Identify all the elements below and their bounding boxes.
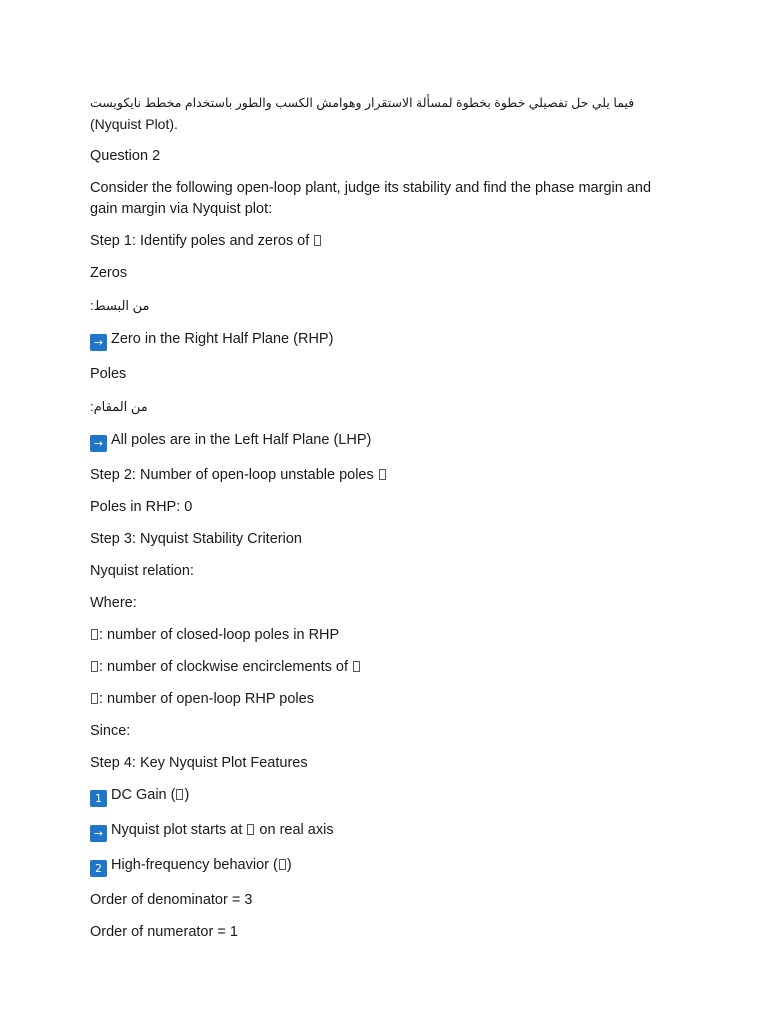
intro-english: (Nyquist Plot).: [90, 116, 178, 132]
since-label: Since:: [90, 723, 131, 739]
dc-gain: [90, 785, 668, 807]
nyquist-start-text-b: on real axis: [255, 822, 334, 838]
missing-glyph-icon: [247, 824, 254, 835]
missing-glyph-icon: [176, 789, 183, 800]
step2-title-text: Step 2: Number of open-loop unstable poles: [90, 467, 374, 483]
definition-text: : number of open-loop RHP poles: [99, 691, 314, 707]
zeros-heading: Zeros: [90, 265, 128, 281]
keycap-two-icon: 2: [90, 860, 107, 877]
missing-glyph-icon: [91, 629, 98, 640]
intro-arabic: فيما يلي حل تفصيلي خطوة بخطوة لمسألة الاستقرار وهوامش الكسب والطور باستخدام مخطط نايكويست: [90, 96, 635, 110]
zeros-arabic: من البسط:: [90, 298, 150, 313]
step2-title: [90, 465, 668, 486]
nyquist-start-text-a: Nyquist plot starts at: [111, 822, 247, 838]
poles-heading: Poles: [90, 366, 127, 382]
question-text: Consider the following open-loop plant, judge its stability and find the phase margin and gain margin via Nyquist plot:: [90, 180, 652, 217]
high-frequency-label: High-frequency behavior (: [111, 857, 278, 873]
definition-text: : number of clockwise encirclements of: [99, 659, 353, 675]
missing-glyph-icon: [314, 235, 321, 246]
arrow-right-icon: →: [90, 825, 107, 842]
where-label: Where:: [90, 595, 137, 611]
definition-n: [90, 657, 668, 678]
dc-gain-close: ): [184, 787, 190, 803]
step4-title: Step 4: Key Nyquist Plot Features: [90, 755, 308, 771]
step2-result: Poles in RHP: 0: [90, 499, 193, 515]
step1-title: [90, 231, 668, 252]
poles-arabic: من المقام:: [90, 399, 148, 414]
arrow-right-icon: →: [90, 334, 107, 351]
poles-note: [90, 430, 668, 452]
nyquist-start: [90, 820, 668, 842]
step1-title-text: Step 1: Identify poles and zeros of: [90, 233, 310, 249]
question-label: Question 2: [90, 148, 161, 164]
intro-line: [90, 92, 668, 135]
missing-glyph-icon: [379, 469, 386, 480]
step3-title: Step 3: Nyquist Stability Criterion: [90, 531, 302, 547]
keycap-one-icon: 1: [90, 790, 107, 807]
nyquist-relation: Nyquist relation:: [90, 563, 194, 579]
zeros-note: [90, 329, 668, 351]
order-denominator: Order of denominator = 3: [90, 892, 253, 908]
arrow-right-icon: →: [90, 435, 107, 452]
order-numerator: Order of numerator = 1: [90, 924, 238, 940]
definition-z: [90, 625, 668, 646]
definition-p: [90, 689, 668, 710]
definition-text: : number of closed-loop poles in RHP: [99, 627, 340, 643]
missing-glyph-icon: [91, 693, 98, 704]
dc-gain-label: DC Gain (: [111, 787, 176, 803]
high-frequency-close: ): [286, 857, 292, 873]
high-frequency: [90, 855, 668, 877]
zeros-note-text: Zero in the Right Half Plane (RHP): [111, 331, 334, 347]
poles-note-text: All poles are in the Left Half Plane (LHP): [111, 432, 372, 448]
missing-glyph-icon: [91, 661, 98, 672]
missing-glyph-icon: [279, 859, 286, 870]
missing-glyph-icon: [353, 661, 360, 672]
